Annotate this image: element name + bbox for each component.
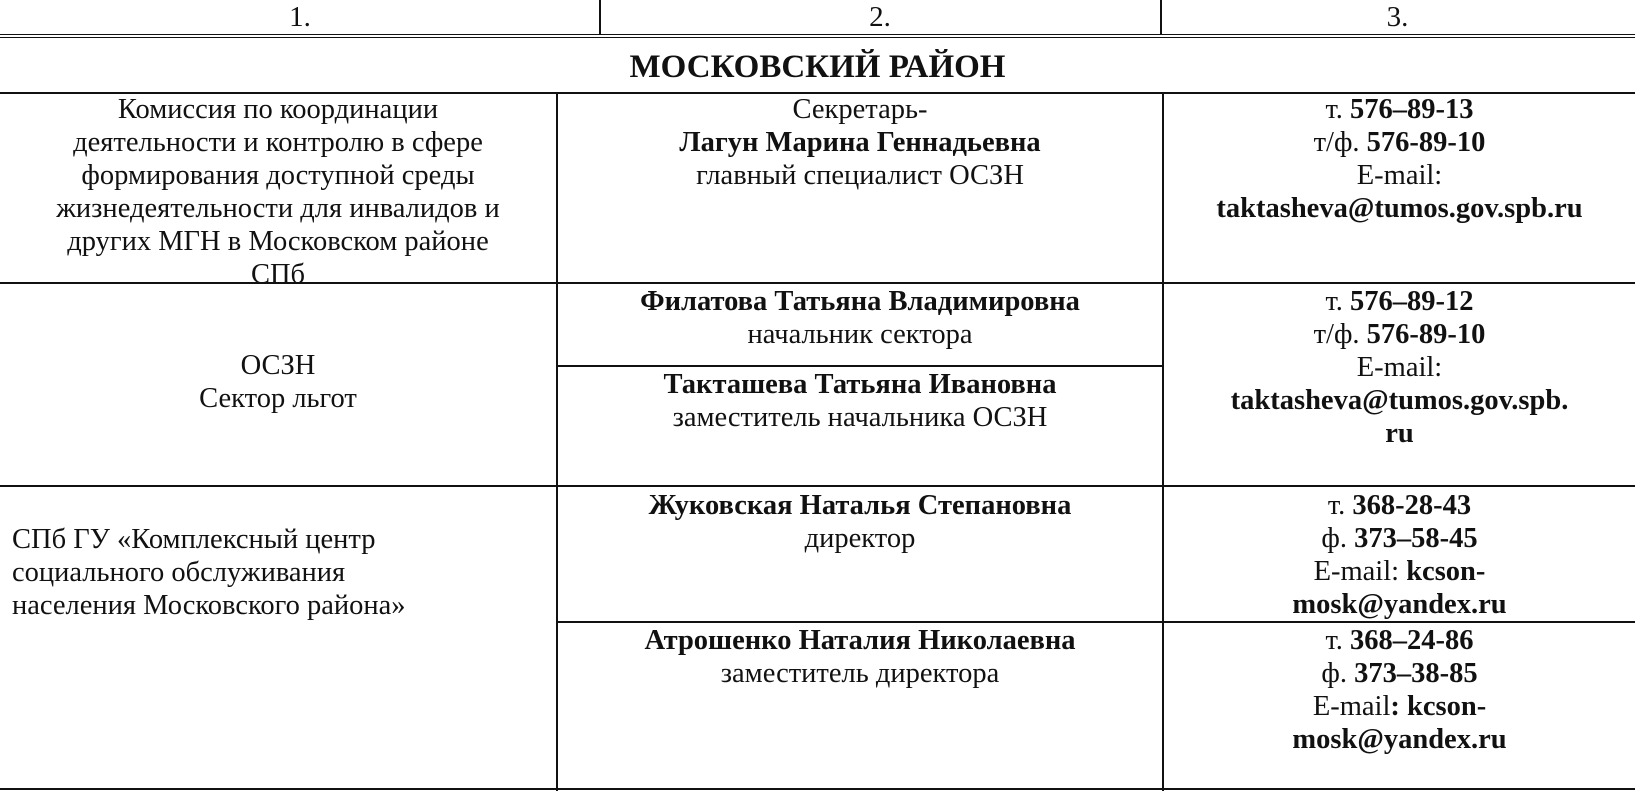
organization-text: деятельности и контролю в сфере [73, 127, 483, 158]
organization-text: других МГН в Московском районе [67, 226, 489, 257]
organization-text: СПб ГУ «Комплексный центр [12, 524, 376, 555]
email-label: E-mail: [1313, 556, 1407, 587]
header-divider [599, 0, 601, 34]
fax-label: ф. [1321, 523, 1355, 554]
email-address: taktasheva@tumos.gov.spb.ru [1216, 193, 1583, 224]
header-divider [1160, 0, 1162, 34]
phone-label: т. [1325, 94, 1351, 125]
fax-number: 373–38-85 [1354, 658, 1478, 689]
phone-number: 368–24-86 [1350, 625, 1474, 656]
organization-text: Комиссия по координации [117, 94, 439, 125]
contact-name: Атрошенко Наталия Николаевна [644, 625, 1076, 656]
row-divider [0, 788, 1635, 790]
phone-number: 576–89-12 [1350, 286, 1474, 317]
fax-number: 576-89-10 [1366, 319, 1486, 350]
role-prefix: Секретарь- [792, 94, 928, 125]
contact-position: начальник сектора [747, 319, 973, 350]
fax-label: т/ф. [1313, 127, 1367, 158]
row-divider [0, 485, 1635, 487]
contact-cell [558, 285, 1162, 351]
contact-cell [558, 624, 1162, 690]
column-header-2: 2. [869, 1, 891, 33]
email-address: mosk@yandex.ru [1292, 589, 1507, 620]
column-header-3: 3. [1386, 1, 1409, 33]
contact-name: Филатова Татьяна Владимировна [640, 286, 1080, 317]
organization-cell [0, 349, 556, 415]
fax-number: 576-89-10 [1366, 127, 1486, 158]
organization-text: социального обслуживания [12, 557, 346, 588]
phone-label: т. [1327, 490, 1353, 521]
contact-name: Такташева Татьяна Ивановна [663, 369, 1057, 400]
organization-cell [12, 523, 552, 622]
contact-position: директор [804, 523, 916, 554]
organization-cell [0, 93, 556, 291]
email-label: E-mail: [1356, 160, 1443, 191]
phone-cell [1164, 624, 1635, 756]
email-colon: : [1390, 691, 1407, 722]
column-header-row [0, 0, 1635, 38]
organization-text: населения Московского района» [12, 590, 406, 621]
phone-number: 576–89-13 [1350, 94, 1474, 125]
email-label: E-mail: [1356, 352, 1443, 383]
email-address: kcson- [1407, 691, 1487, 722]
contact-position: заместитель начальника ОСЗН [672, 402, 1048, 433]
contact-divider [556, 621, 1635, 623]
contact-name: Жуковская Наталья Степановна [648, 490, 1072, 521]
organization-text: формирования доступной среды [81, 160, 475, 191]
contact-divider [556, 365, 1163, 367]
district-title: МОСКОВСКИЙ РАЙОН [629, 49, 1006, 85]
email-address: kcson- [1406, 556, 1486, 587]
organization-text: жизнедеятельности для инвалидов и [56, 193, 500, 224]
contact-cell [558, 489, 1162, 555]
contact-position: заместитель директора [720, 658, 1000, 689]
phone-cell [1164, 285, 1635, 450]
contact-name: Лагун Марина Геннадьевна [679, 127, 1041, 158]
contact-cell [558, 93, 1162, 192]
fax-label: ф. [1321, 658, 1355, 689]
phone-label: т. [1325, 625, 1351, 656]
fax-number: 373–58-45 [1354, 523, 1478, 554]
email-label: E-mail [1312, 691, 1391, 722]
organization-text: СПб [250, 259, 306, 290]
contact-cell [558, 368, 1162, 434]
phone-label: т. [1325, 286, 1351, 317]
email-address: ru [1385, 418, 1414, 449]
phone-cell [1164, 93, 1635, 225]
email-address: mosk@yandex.ru [1292, 724, 1507, 755]
phone-cell [1164, 489, 1635, 621]
column-header-1: 1. [289, 1, 311, 33]
email-address: taktasheva@tumos.gov.spb. [1230, 385, 1569, 416]
phone-number: 368-28-43 [1352, 490, 1472, 521]
fax-label: т/ф. [1313, 319, 1367, 350]
organization-text: Сектор льгот [199, 383, 357, 414]
organization-text: ОСЗН [240, 350, 316, 381]
contact-position: главный специалист ОСЗН [696, 160, 1024, 191]
